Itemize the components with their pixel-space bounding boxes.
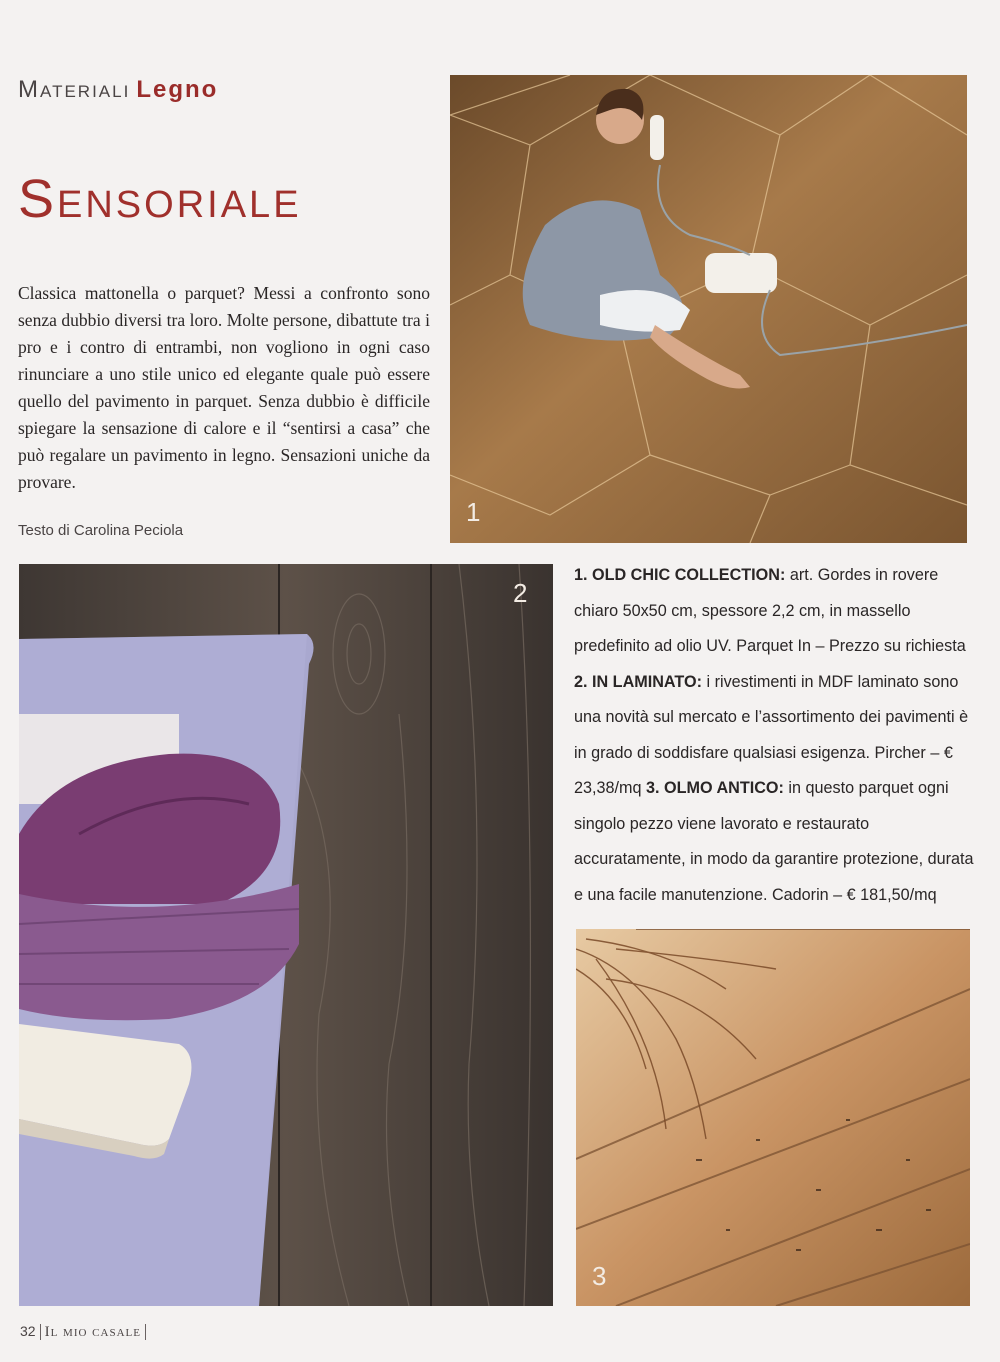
article-intro: Classica mattonella o parquet? Messi a confronto sono senza dubbio diversi tra loro. Molte persone, dibattute tra i pro e i contro di entrambi, non vogliono in ogni caso rinunciare a uno stile unico ed elegante quale può essere quello del pavimento in parquet. Senza dubbio è difficile spiegare la sensazione di calore e il “sentirsi a casa” che può regalare un pavimento in legno. Sensazioni uniche da provare.	[18, 283, 430, 492]
footer-divider	[145, 1324, 146, 1340]
article-byline: Testo di Carolina Peciola	[18, 522, 184, 539]
section-category: Materiali	[18, 76, 131, 103]
magazine-name: Il mio casale	[44, 1324, 141, 1340]
page-footer	[20, 1323, 150, 1341]
photo-number: 1	[466, 497, 481, 527]
photo-number: 3	[592, 1261, 607, 1291]
article-title: Sensoriale	[18, 169, 302, 229]
caption-text: i rivestimenti in MDF laminato sono una novità sul mercato e l’assortimento dei pavimenti è in grado di soddisfare qualsiasi esigenza. Pircher – € 23,38/mq	[574, 672, 969, 797]
photo-parquet-child	[450, 75, 967, 543]
photo-captions	[574, 558, 974, 913]
section-label	[18, 76, 218, 104]
caption-heading: 2. IN LAMINATO:	[574, 672, 702, 691]
section-subcategory: Legno	[136, 76, 219, 103]
caption-text: art. Gordes in rovere chiaro 50x50 cm, spessore 2,2 cm, in massello predefinito ad olio UV. Parquet In – Prezzo su richiesta	[574, 566, 966, 655]
photo-antique-elm	[576, 929, 970, 1306]
footer-divider	[40, 1324, 41, 1340]
photo-number: 2	[513, 578, 528, 608]
caption-text: in questo parquet ogni singolo pezzo viene lavorato e restaurato accuratamente, in modo da garantire protezione, durata e una facile manutenzione. Cadorin – € 181,50/mq	[574, 779, 974, 904]
photo-laminate-bath	[19, 564, 553, 1306]
page-number: 32	[20, 1323, 36, 1339]
caption-heading: 3. OLMO ANTICO:	[646, 779, 784, 797]
caption-heading: 1. OLD CHIC COLLECTION:	[574, 566, 786, 584]
